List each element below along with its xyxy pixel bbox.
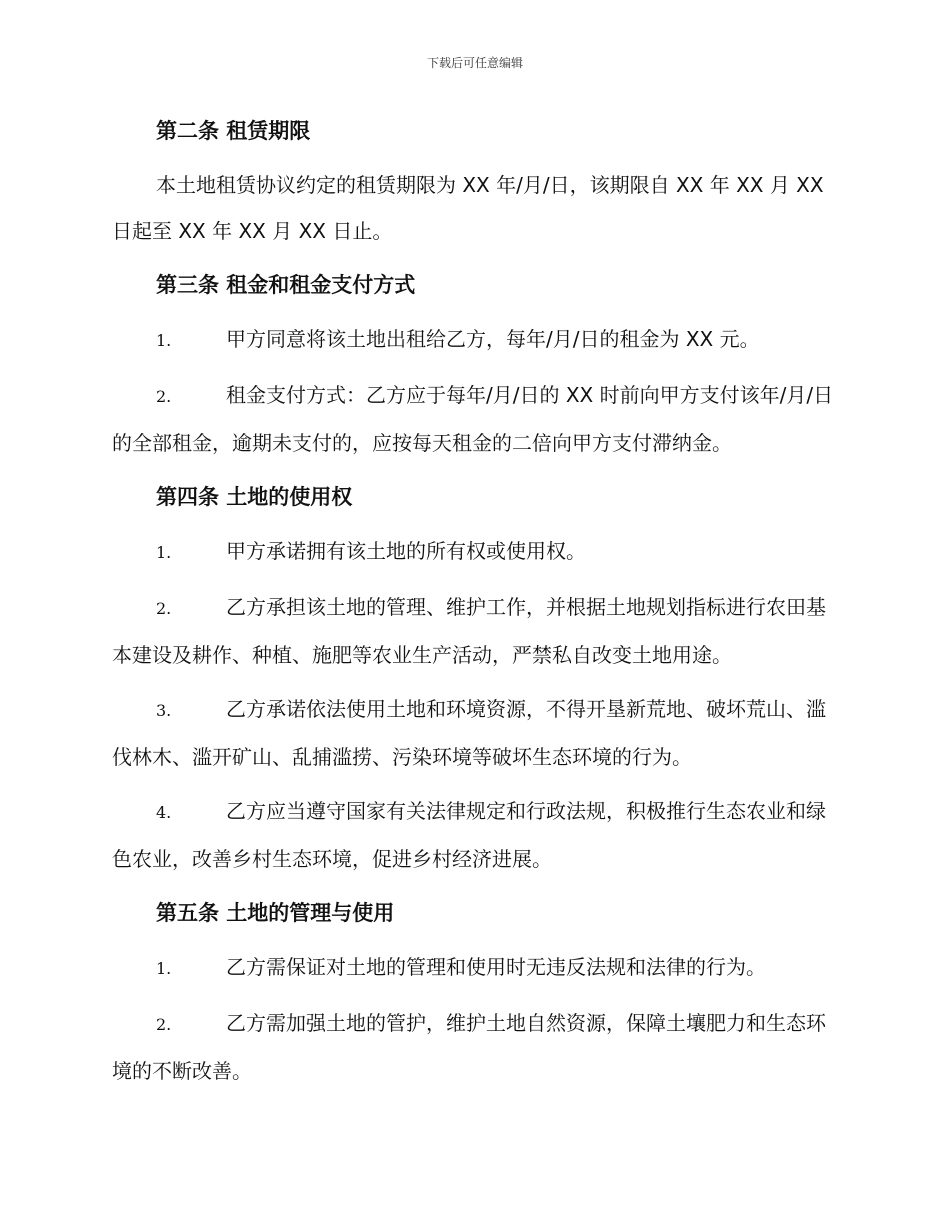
item-number: 1. bbox=[156, 331, 172, 350]
list-item bbox=[112, 584, 842, 678]
list-item bbox=[112, 686, 842, 780]
item-number: 1. bbox=[156, 543, 172, 562]
list-item bbox=[112, 788, 842, 882]
header-note: 下载后可任意编辑 bbox=[426, 56, 523, 70]
item-text: 乙方应当遵守国家有关法律规定和行政法规，积极推行生态农业和绿色农业，改善乡村生态环境，促进乡村经济进展。 bbox=[112, 799, 826, 871]
item-text: 乙方承担该土地的管理、维护工作，并根据土地规划指标进行农田基本建设及耕作、种植、施肥等农业生产活动，严禁私自改变土地用途。 bbox=[112, 595, 826, 667]
list-item bbox=[112, 316, 842, 364]
item-number: 2. bbox=[156, 599, 172, 618]
item-number: 2. bbox=[156, 387, 172, 406]
item-text: 甲方同意将该土地出租给乙方，每年/月/日的租金为 XX 元。 bbox=[226, 327, 760, 351]
document-body bbox=[112, 108, 842, 1102]
item-text: 租金支付方式：乙方应于每年/月/日的 XX 时前向甲方支付该年/月/日的全部租金，逾期未支付的，应按每天租金的二倍向甲方支付滞纳金。 bbox=[112, 383, 834, 455]
section-heading-3: 第三条 租金和租金支付方式 bbox=[156, 273, 416, 297]
item-number: 1. bbox=[156, 959, 172, 978]
item-text: 乙方需保证对土地的管理和使用时无违反法规和法律的行为。 bbox=[226, 955, 766, 979]
list-item bbox=[112, 1000, 842, 1094]
section-heading-4: 第四条 土地的使用权 bbox=[156, 485, 353, 509]
item-number: 3. bbox=[156, 701, 172, 720]
item-number: 4. bbox=[156, 803, 172, 822]
item-text: 甲方承诺拥有该土地的所有权或使用权。 bbox=[226, 539, 586, 563]
item-number: 2. bbox=[156, 1015, 172, 1034]
list-item bbox=[112, 528, 842, 576]
list-item bbox=[112, 372, 842, 466]
section-heading-5: 第五条 土地的管理与使用 bbox=[156, 901, 395, 925]
list-item bbox=[112, 944, 842, 992]
item-text: 乙方需加强土地的管护，维护土地自然资源，保障土壤肥力和生态环境的不断改善。 bbox=[112, 1011, 826, 1083]
item-text: 乙方承诺依法使用土地和环境资源，不得开垦新荒地、破坏荒山、滥伐林木、滥开矿山、乱捕滥捞、污染环境等破坏生态环境的行为。 bbox=[112, 697, 826, 769]
section-2-paragraph: 本土地租赁协议约定的租赁期限为 XX 年/月/日，该期限自 XX 年 XX 月 XX 日起至 XX 年 XX 月 XX 日止。 bbox=[112, 173, 824, 243]
section-heading-2: 第二条 租赁期限 bbox=[156, 119, 311, 143]
